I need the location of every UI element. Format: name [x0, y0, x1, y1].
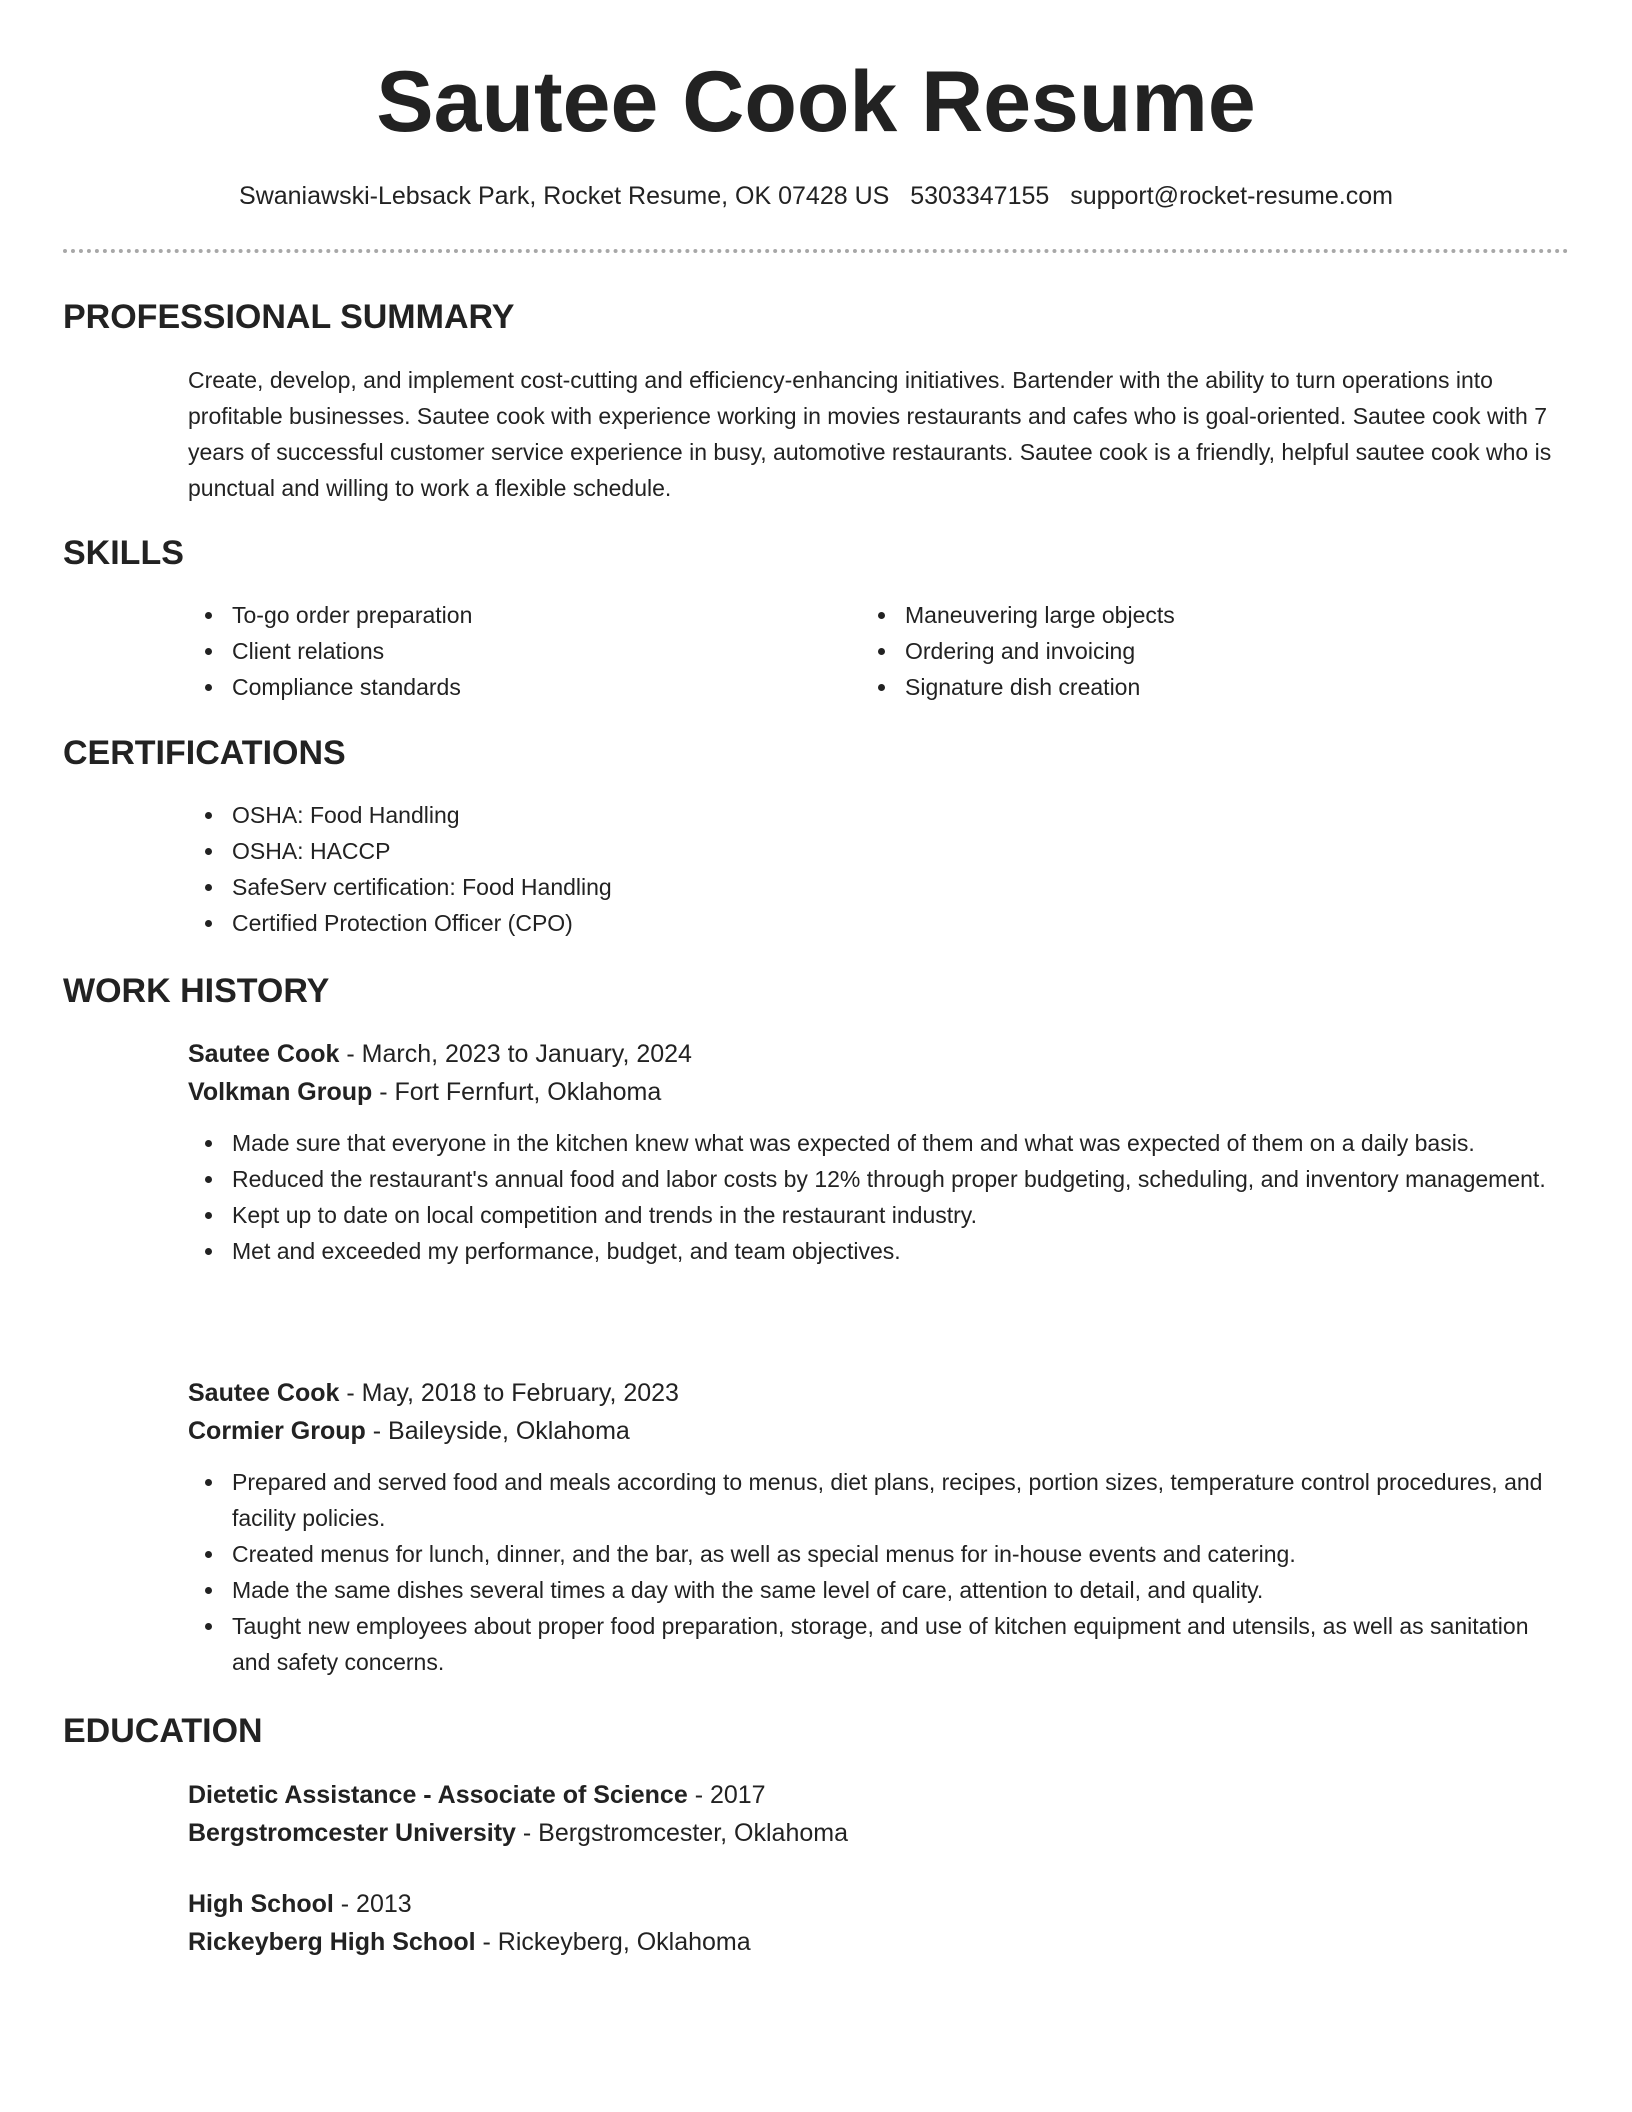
job-duty: Met and exceeded my performance, budget, and team objectives.	[188, 1233, 1568, 1269]
education-degree-line	[188, 1885, 1568, 1923]
section-title-education: EDUCATION	[63, 1712, 263, 1750]
contact-line	[0, 180, 1632, 212]
education-location: - Rickeyberg, Oklahoma	[475, 1928, 751, 1956]
certifications-list	[188, 797, 612, 941]
certification-item: OSHA: HACCP	[188, 833, 612, 869]
job-location: - Baileyside, Oklahoma	[365, 1417, 630, 1445]
skills-list-right	[861, 597, 1175, 705]
job-dates: - May, 2018 to February, 2023	[339, 1379, 679, 1407]
job-duty: Kept up to date on local competition and trends in the restaurant industry.	[188, 1197, 1568, 1233]
address: Swaniawski-Lebsack Park, Rocket Resume, OK 07428 US	[239, 182, 890, 210]
job-company: Volkman Group	[188, 1078, 373, 1106]
education-school-line	[188, 1923, 1568, 1961]
education-year: - 2017	[687, 1781, 766, 1809]
education-school: Rickeyberg High School	[188, 1928, 476, 1956]
job-title-line	[188, 1374, 1568, 1412]
email: support@rocket-resume.com	[1070, 182, 1393, 210]
job-entry	[188, 1374, 1568, 1680]
certification-item: Certified Protection Officer (CPO)	[188, 905, 612, 941]
education-degree-line	[188, 1776, 1568, 1814]
job-duty: Reduced the restaurant's annual food and labor costs by 12% through proper budgeting, scheduling, and inventory management.	[188, 1161, 1568, 1197]
header-divider	[63, 249, 1569, 253]
job-duty: Created menus for lunch, dinner, and the bar, as well as special menus for in-house events and catering.	[188, 1536, 1568, 1572]
job-location: - Fort Fernfurt, Oklahoma	[372, 1078, 662, 1106]
skill-item: Signature dish creation	[861, 669, 1175, 705]
skill-item: Compliance standards	[188, 669, 472, 705]
job-role: Sautee Cook	[188, 1040, 340, 1068]
skill-item: Client relations	[188, 633, 472, 669]
job-company-line	[188, 1412, 1568, 1450]
job-duties-list	[188, 1464, 1568, 1680]
education-year: - 2013	[333, 1890, 412, 1918]
certification-item: OSHA: Food Handling	[188, 797, 612, 833]
section-title-summary: PROFESSIONAL SUMMARY	[63, 298, 515, 336]
job-role: Sautee Cook	[188, 1379, 340, 1407]
education-entry	[188, 1776, 1568, 1852]
skills-list-left	[188, 597, 472, 705]
summary-text: Create, develop, and implement cost-cutting and efficiency-enhancing initiatives. Bartender with the ability to turn operations into profitable businesses. Sautee cook with experience working in movies restaurants and cafes who is goal-oriented. Sautee cook with 7 years of successful customer service experience in busy, automotive restaurants. Sautee cook is a friendly, helpful sautee cook who is punctual and willing to work a flexible schedule.	[188, 367, 1552, 501]
job-entry	[188, 1035, 1568, 1269]
resume-title: Sautee Cook Resume	[376, 54, 1256, 150]
section-title-work-history: WORK HISTORY	[63, 972, 330, 1010]
job-duty: Made sure that everyone in the kitchen knew what was expected of them and what was expected of them on a daily basis.	[188, 1125, 1568, 1161]
job-company: Cormier Group	[188, 1417, 366, 1445]
skill-item: To-go order preparation	[188, 597, 472, 633]
education-degree: Dietetic Assistance - Associate of Science	[188, 1781, 688, 1809]
education-degree: High School	[188, 1890, 334, 1918]
phone: 5303347155	[910, 182, 1050, 210]
education-school-line	[188, 1814, 1568, 1852]
education-entry	[188, 1885, 1568, 1961]
job-dates: - March, 2023 to January, 2024	[339, 1040, 692, 1068]
education-location: - Bergstromcester, Oklahoma	[515, 1819, 848, 1847]
job-duty: Prepared and served food and meals according to menus, diet plans, recipes, portion sizes, temperature control procedures, and facility policies.	[188, 1464, 1568, 1536]
skill-item: Maneuvering large objects	[861, 597, 1175, 633]
job-duties-list	[188, 1125, 1568, 1269]
section-title-certifications: CERTIFICATIONS	[63, 734, 346, 772]
job-duty: Taught new employees about proper food preparation, storage, and use of kitchen equipment and utensils, as well as sanitation and safety concerns.	[188, 1608, 1568, 1680]
job-company-line	[188, 1073, 1568, 1111]
job-duty: Made the same dishes several times a day with the same level of care, attention to detail, and quality.	[188, 1572, 1568, 1608]
skill-item: Ordering and invoicing	[861, 633, 1175, 669]
education-school: Bergstromcester University	[188, 1819, 516, 1847]
job-title-line	[188, 1035, 1568, 1073]
certification-item: SafeServ certification: Food Handling	[188, 869, 612, 905]
section-title-skills: SKILLS	[63, 534, 184, 572]
